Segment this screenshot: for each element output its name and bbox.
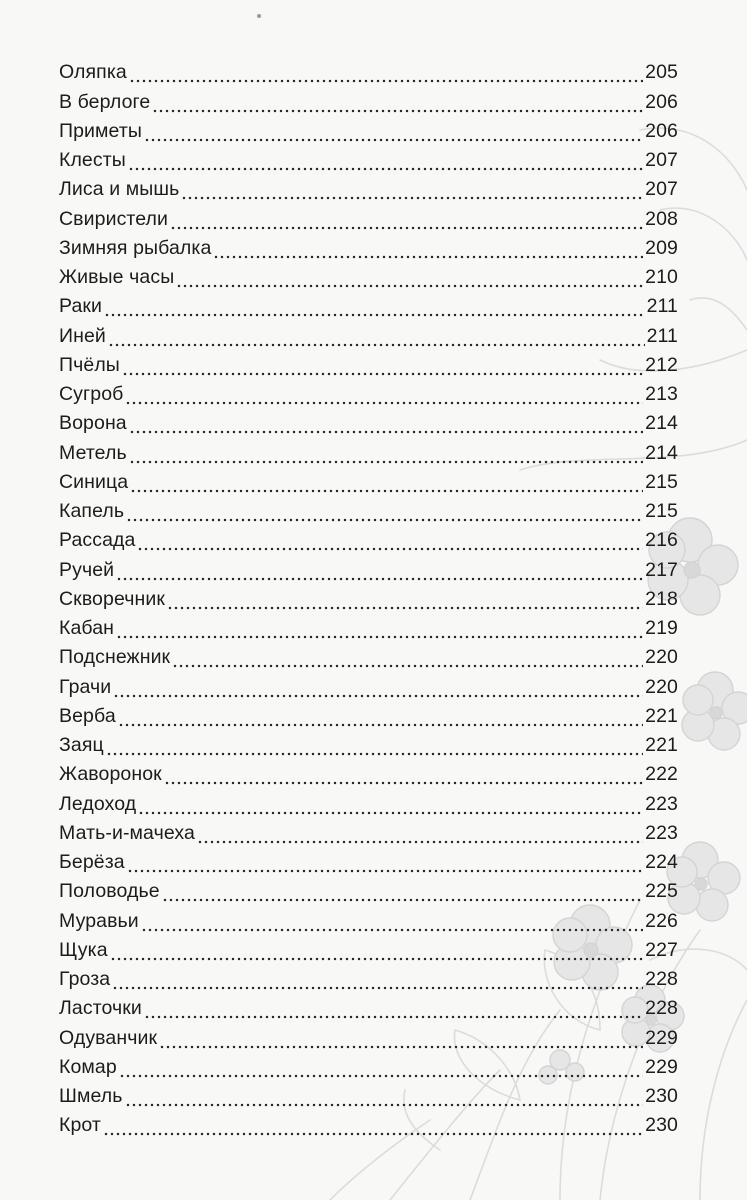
toc-entry-title: Ласточки: [59, 997, 142, 1020]
dot-leader: [197, 825, 643, 844]
toc-entry-page-number: 206: [645, 90, 678, 113]
toc-entry: [59, 702, 678, 731]
toc-entry-title: Иней: [59, 324, 106, 347]
toc-entry: [59, 994, 678, 1023]
toc-entry: [59, 380, 678, 409]
toc-entry: [59, 321, 678, 350]
dot-leader: [128, 152, 643, 171]
dot-leader: [181, 181, 643, 200]
toc-entry: [59, 263, 678, 292]
toc-entry-title: Щука: [59, 938, 108, 961]
toc-entry: [59, 789, 678, 818]
toc-entry-page-number: 214: [645, 441, 678, 464]
dot-leader: [137, 532, 643, 551]
dot-leader: [159, 1030, 643, 1049]
toc-entry-title: Муравьи: [59, 909, 139, 932]
toc-entry-title: Капель: [59, 500, 125, 522]
toc-entry: [59, 1053, 678, 1082]
toc-entry-page-number: 221: [645, 704, 678, 727]
toc-entry-page-number: 229: [645, 1026, 678, 1049]
toc-entry-page-number: 209: [645, 236, 678, 259]
toc-entry-page-number: 224: [645, 851, 678, 873]
toc-entry-page-number: 207: [645, 178, 678, 201]
toc-entry-title: Мать-и-мачеха: [59, 821, 195, 844]
table-of-contents: [59, 58, 678, 1140]
toc-entry-page-number: 219: [645, 617, 678, 639]
toc-entry: [59, 292, 678, 321]
dot-leader: [125, 386, 643, 405]
toc-entry-title: Ледоход: [59, 792, 137, 815]
toc-entry: [59, 87, 678, 116]
toc-entry: [59, 965, 678, 994]
toc-entry-title: Подснежник: [59, 646, 171, 669]
toc-entry-page-number: 227: [645, 938, 678, 961]
toc-entry: [59, 234, 678, 263]
toc-entry-page-number: 221: [645, 734, 678, 756]
toc-entry-page-number: 228: [645, 997, 678, 1020]
dot-leader: [118, 708, 643, 727]
dot-leader: [106, 737, 643, 756]
toc-entry-page-number: 208: [645, 207, 678, 230]
dot-leader: [119, 1059, 643, 1078]
toc-entry-title: Свиристели: [59, 207, 169, 230]
toc-entry-page-number: 217: [645, 558, 678, 581]
dot-leader: [172, 649, 643, 668]
toc-entry: [59, 936, 678, 965]
toc-entry-title: Зимняя рыбалка: [59, 236, 212, 259]
toc-entry-title: Ворона: [59, 412, 127, 435]
dot-leader: [129, 415, 643, 434]
toc-entry-page-number: 225: [645, 880, 678, 903]
toc-entry: [59, 1023, 678, 1052]
toc-entry: [59, 526, 678, 555]
toc-entry-page-number: 205: [645, 61, 678, 84]
dot-leader: [138, 796, 643, 815]
dot-leader: [108, 328, 645, 347]
toc-entry-title: Берёза: [59, 851, 125, 873]
dot-leader: [112, 971, 643, 990]
toc-entry: [59, 877, 678, 906]
toc-entry: [59, 614, 678, 643]
toc-entry-page-number: 218: [645, 587, 678, 610]
toc-entry-page-number: 214: [645, 412, 678, 435]
dot-leader: [130, 474, 643, 493]
toc-entry-page-number: 207: [645, 149, 678, 171]
toc-entry-title: Сугроб: [59, 383, 124, 405]
print-mark: [257, 14, 261, 18]
toc-entry-page-number: 220: [645, 646, 678, 669]
toc-entry: [59, 731, 678, 760]
toc-entry-title: Ручей: [59, 558, 115, 581]
dot-leader: [110, 942, 643, 961]
dot-leader: [125, 1088, 644, 1107]
toc-entry-page-number: 220: [645, 675, 678, 698]
toc-entry: [59, 906, 678, 935]
dot-leader: [126, 503, 643, 522]
toc-entry: [59, 58, 678, 87]
dot-leader: [164, 766, 643, 785]
toc-entry-title: Жаворонок: [59, 763, 162, 786]
dot-leader: [104, 298, 645, 317]
dot-leader: [213, 240, 643, 259]
toc-entry-title: Пчёлы: [59, 353, 120, 376]
toc-entry-page-number: 211: [646, 324, 678, 347]
dot-leader: [141, 913, 643, 932]
dot-leader: [127, 854, 643, 873]
toc-entry-page-number: 211: [646, 295, 678, 318]
toc-entry: [59, 1111, 678, 1140]
toc-entry-page-number: 215: [645, 470, 678, 493]
toc-entry-page-number: 215: [645, 500, 678, 522]
toc-entry-title: Рассада: [59, 529, 136, 552]
dot-leader: [129, 445, 643, 464]
toc-entry-title: Кабан: [59, 617, 115, 639]
toc-entry: [59, 1082, 678, 1111]
toc-entry-page-number: 212: [645, 353, 678, 376]
toc-entry: [59, 643, 678, 672]
toc-entry-title: Шмель: [59, 1085, 123, 1107]
toc-entry-title: Оляпка: [59, 61, 127, 84]
toc-entry: [59, 351, 678, 380]
toc-entry: [59, 760, 678, 789]
toc-entry-title: Клесты: [59, 149, 126, 171]
toc-entry-page-number: 230: [645, 1085, 678, 1107]
dot-leader: [162, 883, 643, 902]
dot-leader: [144, 123, 643, 142]
toc-entry: [59, 438, 678, 467]
toc-entry-title: Гроза: [59, 968, 111, 990]
toc-entry: [59, 468, 678, 497]
toc-entry-title: Заяц: [59, 734, 104, 756]
toc-entry: [59, 175, 678, 204]
toc-entry-page-number: 223: [645, 792, 678, 815]
toc-entry: [59, 555, 678, 584]
toc-entry-page-number: 230: [645, 1114, 678, 1137]
toc-entry-page-number: 223: [645, 821, 678, 844]
toc-entry: [59, 117, 678, 146]
dot-leader: [152, 94, 643, 113]
toc-entry-title: Одуванчик: [59, 1026, 158, 1049]
toc-entry: [59, 672, 678, 701]
toc-entry-title: Верба: [59, 704, 116, 727]
toc-entry-page-number: 216: [645, 529, 678, 552]
dot-leader: [170, 211, 643, 230]
toc-entry: [59, 819, 678, 848]
toc-entry-title: Комар: [59, 1055, 117, 1078]
toc-entry-title: Синица: [59, 470, 129, 493]
dot-leader: [103, 1117, 643, 1136]
toc-entry: [59, 585, 678, 614]
toc-entry-page-number: 222: [645, 763, 678, 786]
toc-entry-page-number: 226: [645, 909, 678, 932]
toc-entry-page-number: 229: [645, 1055, 678, 1078]
toc-entry: [59, 848, 678, 877]
toc-entry-title: Живые часы: [59, 266, 175, 288]
dot-leader: [167, 591, 643, 610]
dot-leader: [113, 679, 643, 698]
toc-entry: [59, 409, 678, 438]
toc-entry-page-number: 228: [645, 968, 678, 990]
dot-leader: [176, 269, 643, 288]
toc-entry-title: Приметы: [59, 119, 143, 142]
toc-entry-title: Крот: [59, 1114, 101, 1137]
toc-entry: [59, 497, 678, 526]
toc-entry-page-number: 210: [645, 266, 678, 288]
toc-entry-title: Половодье: [59, 880, 160, 903]
toc-entry-title: Раки: [59, 295, 103, 318]
dot-leader: [122, 357, 643, 376]
dot-leader: [116, 620, 643, 639]
toc-entry-page-number: 206: [645, 119, 678, 142]
dot-leader: [116, 562, 643, 581]
toc-entry-title: В берлоге: [59, 90, 151, 113]
toc-entry-title: Лиса и мышь: [59, 178, 180, 201]
toc-entry: [59, 146, 678, 175]
dot-leader: [144, 1000, 643, 1019]
toc-entry-title: Грачи: [59, 675, 112, 698]
toc-entry-title: Скворечник: [59, 587, 165, 610]
toc-entry: [59, 204, 678, 233]
toc-entry-page-number: 213: [645, 383, 678, 405]
dot-leader: [129, 64, 643, 83]
toc-entry-title: Метель: [59, 441, 127, 464]
